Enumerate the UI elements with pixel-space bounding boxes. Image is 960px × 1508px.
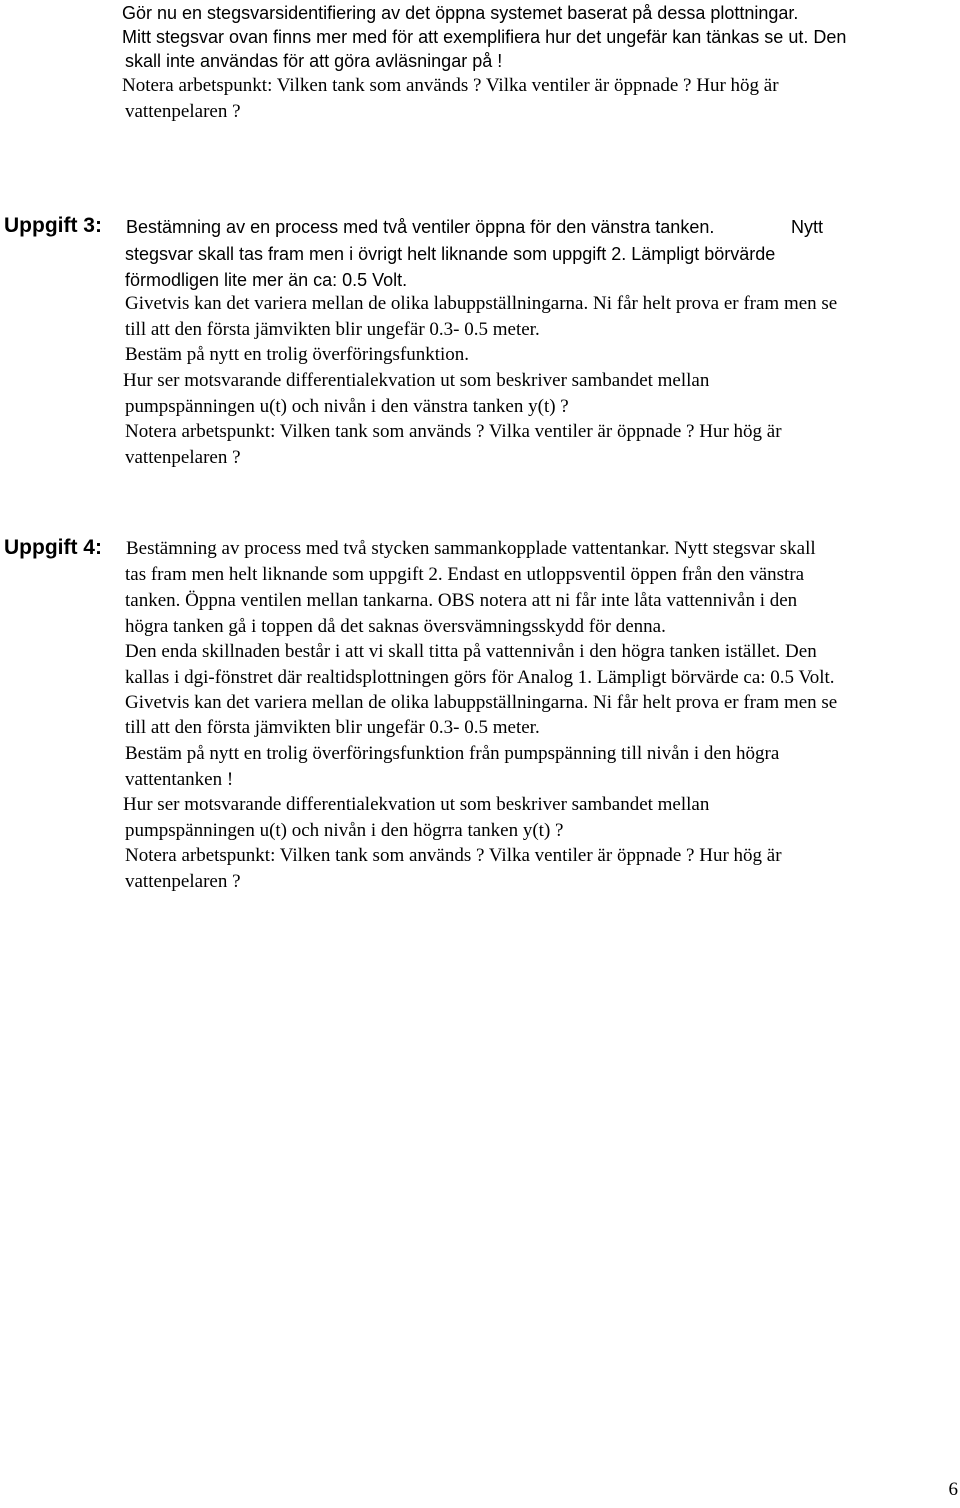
task-3-line: Bestäm på nytt en trolig överföringsfunktion. — [125, 344, 470, 365]
task-3-line: vattenpelaren ? — [125, 447, 241, 468]
task-4-line: Notera arbetspunkt: Vilken tank som används ? Vilka ventiler är öppnade ? Hur hög är — [125, 845, 782, 866]
task-4-label: Uppgift 4: — [4, 536, 102, 559]
task-3-line: pumpspänningen u(t) och nivån i den vänstra tanken y(t) ? — [125, 396, 569, 417]
task-4-line: till att den första jämvikten blir ungefär 0.3- 0.5 meter. — [125, 717, 540, 738]
page-number: 6 — [948, 1479, 958, 1500]
intro-line: Notera arbetspunkt: Vilken tank som används ? Vilka ventiler är öppnade ? Hur hög är — [122, 75, 779, 96]
task-4-line: Bestäm på nytt en trolig överföringsfunktion från pumpspänning till nivån i den högra — [125, 743, 780, 764]
task-4-line: högra tanken gå i toppen då det saknas översvämningsskydd för denna. — [125, 616, 666, 637]
task-4-line: vattentanken ! — [125, 769, 234, 790]
task-3-line: Notera arbetspunkt: Vilken tank som används ? Vilka ventiler är öppnade ? Hur hög är — [125, 421, 782, 442]
task-3-line: Givetvis kan det variera mellan de olika labuppställningarna. Ni får helt prova er fram men se — [125, 293, 838, 314]
task-4-line: pumpspänningen u(t) och nivån i den högrra tanken y(t) ? — [125, 820, 564, 841]
intro-line: vattenpelaren ? — [125, 101, 241, 122]
intro-line: Gör nu en stegsvarsidentifiering av det öppna systemet baserat på dessa plottningar. — [122, 3, 799, 23]
task-3-line: Bestämning av en process med två ventiler öppna för den vänstra tanken. — [126, 217, 715, 237]
task-4-line: tanken. Öppna ventilen mellan tankarna. OBS notera att ni får inte låta vattennivån i den — [125, 590, 798, 611]
task-3-line: till att den första jämvikten blir ungefär 0.3- 0.5 meter. — [125, 319, 540, 340]
intro-line: skall inte användas för att göra avläsningar på ! — [125, 51, 503, 71]
task-3-line: Nytt — [791, 217, 824, 237]
task-3-label: Uppgift 3: — [4, 214, 102, 237]
task-4-line: Givetvis kan det variera mellan de olika labuppställningarna. Ni får helt prova er fram men se — [125, 692, 838, 713]
task-3-line: Hur ser motsvarande differentialekvation ut som beskriver sambandet mellan — [123, 370, 710, 391]
task-4-line: Bestämning av process med två stycken sammankopplade vattentankar. Nytt stegsvar skall — [126, 538, 816, 559]
task-4-line: tas fram men helt liknande som uppgift 2. Endast en utloppsventil öppen från den vänstra — [125, 564, 805, 585]
task-4-line: Hur ser motsvarande differentialekvation ut som beskriver sambandet mellan — [123, 794, 710, 815]
task-3-heading — [4, 213, 102, 239]
task-3-line: stegsvar skall tas fram men i övrigt helt liknande som uppgift 2. Lämpligt börvärde — [125, 244, 776, 264]
intro-line: Mitt stegsvar ovan finns mer med för att exemplifiera hur det ungefär kan tänkas se ut. Den — [122, 27, 847, 47]
task-4-heading — [4, 535, 102, 561]
task-4-line: kallas i dgi-fönstret där realtidsplottningen görs för Analog 1. Lämpligt börvärde ca: 0.5 Volt. — [125, 667, 835, 688]
task-4-line: vattenpelaren ? — [125, 871, 241, 892]
task-3-line: förmodligen lite mer än ca: 0.5 Volt. — [125, 270, 408, 290]
task-4-line: Den enda skillnaden består i att vi skall titta på vattennivån i den högra tanken istället. Den — [125, 641, 817, 662]
